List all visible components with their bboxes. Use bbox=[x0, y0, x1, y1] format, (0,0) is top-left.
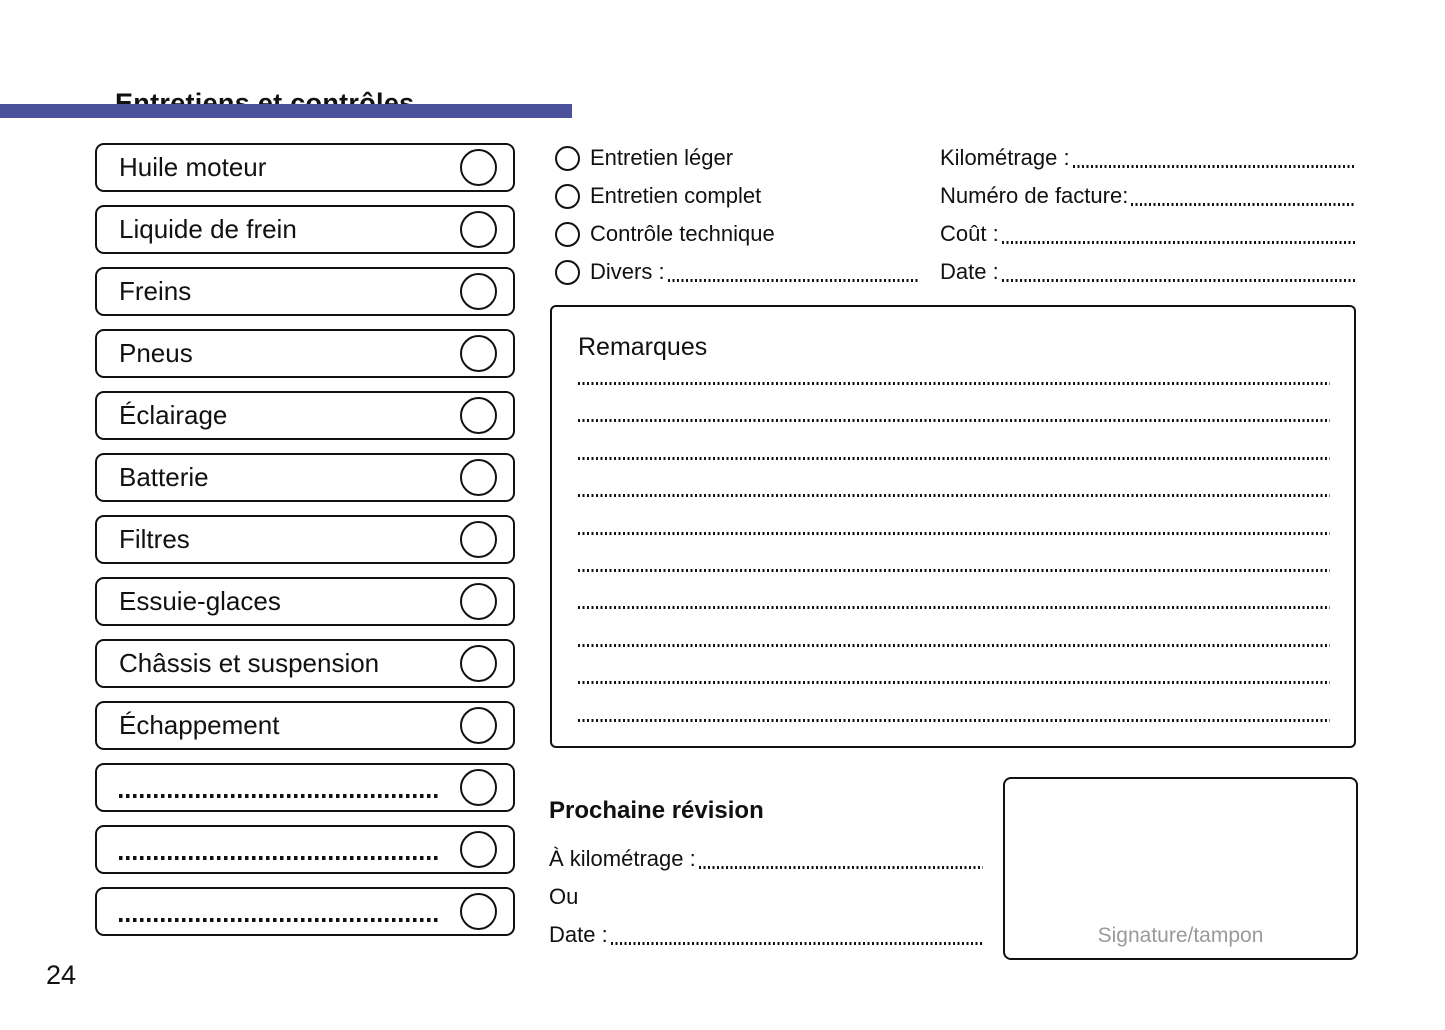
radio-circle-icon[interactable] bbox=[555, 222, 580, 247]
remarks-write-in-line[interactable] bbox=[578, 494, 1330, 497]
radio-circle-icon[interactable] bbox=[555, 260, 580, 285]
service-type-option bbox=[555, 253, 918, 291]
remarks-write-in-line[interactable] bbox=[578, 569, 1330, 572]
checklist-item bbox=[95, 453, 515, 502]
remarks-write-in-line[interactable] bbox=[578, 681, 1330, 684]
checklist-item-label: Châssis et suspension bbox=[119, 648, 380, 678]
radio-circle-icon[interactable] bbox=[555, 146, 580, 171]
checklist bbox=[95, 143, 515, 949]
service-type-option bbox=[555, 177, 918, 215]
checklist-item bbox=[95, 391, 515, 440]
radio-circle-icon[interactable] bbox=[555, 184, 580, 209]
remarks-write-in-line[interactable] bbox=[578, 382, 1330, 385]
checkbox-circle-icon[interactable] bbox=[460, 769, 497, 806]
write-in-line[interactable] bbox=[1131, 203, 1355, 206]
next-service-section bbox=[549, 776, 983, 954]
checklist-item-label: Éclairage bbox=[119, 400, 228, 430]
checklist-item-label: Huile moteur bbox=[119, 152, 267, 182]
checklist-item bbox=[95, 887, 515, 936]
service-type-label: Divers : bbox=[590, 259, 665, 284]
next-service-row bbox=[549, 916, 983, 954]
record-field bbox=[940, 215, 1355, 253]
next-service-row bbox=[549, 878, 983, 916]
checkbox-circle-icon[interactable] bbox=[460, 831, 497, 868]
service-type-option bbox=[555, 215, 918, 253]
next-service-rows bbox=[549, 840, 983, 954]
checkbox-circle-icon[interactable] bbox=[460, 645, 497, 682]
page-number: 24 bbox=[46, 960, 77, 990]
next-service-title: Prochaine révision bbox=[549, 796, 764, 824]
checklist-item-label: Batterie bbox=[119, 462, 209, 492]
checkbox-circle-icon[interactable] bbox=[460, 149, 497, 186]
checklist-item bbox=[95, 639, 515, 688]
remarks-write-in-line[interactable] bbox=[578, 419, 1330, 422]
checklist-item-label: Échappement bbox=[119, 710, 280, 740]
checkbox-circle-icon[interactable] bbox=[460, 397, 497, 434]
remarks-title: Remarques bbox=[578, 333, 708, 361]
record-field-label: Numéro de facture: bbox=[940, 183, 1129, 208]
checkbox-circle-icon[interactable] bbox=[460, 707, 497, 744]
checklist-item bbox=[95, 329, 515, 378]
checklist-item bbox=[95, 515, 515, 564]
remarks-write-in-line[interactable] bbox=[578, 457, 1330, 460]
write-in-line[interactable] bbox=[119, 794, 440, 798]
service-type-options bbox=[555, 139, 918, 291]
next-service-row bbox=[549, 840, 983, 878]
checklist-item-label: Essuie-glaces bbox=[119, 586, 281, 616]
checklist-item bbox=[95, 763, 515, 812]
record-field-label: Kilométrage : bbox=[940, 145, 1070, 170]
service-type-label: Contrôle technique bbox=[590, 221, 775, 246]
remarks-write-in-line[interactable] bbox=[578, 719, 1330, 722]
checklist-item bbox=[95, 267, 515, 316]
next-service-label: Ou bbox=[549, 883, 579, 909]
checkbox-circle-icon[interactable] bbox=[460, 521, 497, 558]
remarks-write-in-line[interactable] bbox=[578, 532, 1330, 535]
checklist-item-label: Pneus bbox=[119, 338, 193, 368]
signature-label: Signature/tampon bbox=[1097, 924, 1264, 947]
write-in-line[interactable] bbox=[668, 279, 918, 282]
checkbox-circle-icon[interactable] bbox=[460, 273, 497, 310]
checklist-item-label: Liquide de frein bbox=[119, 214, 297, 244]
write-in-line[interactable] bbox=[611, 942, 983, 945]
checklist-item bbox=[95, 205, 515, 254]
write-in-line[interactable] bbox=[119, 856, 440, 860]
checkbox-circle-icon[interactable] bbox=[460, 459, 497, 496]
write-in-line[interactable] bbox=[119, 918, 440, 922]
write-in-line[interactable] bbox=[1073, 165, 1355, 168]
header-accent-bar bbox=[0, 104, 572, 118]
record-field bbox=[940, 139, 1355, 177]
next-service-label: À kilométrage : bbox=[549, 845, 696, 871]
next-service-label: Date : bbox=[549, 921, 608, 947]
checklist-item bbox=[95, 825, 515, 874]
checklist-item bbox=[95, 143, 515, 192]
write-in-line[interactable] bbox=[1002, 279, 1355, 282]
record-field bbox=[940, 177, 1355, 215]
remarks-box bbox=[550, 305, 1356, 748]
service-type-label: Entretien complet bbox=[590, 183, 762, 208]
record-field bbox=[940, 253, 1355, 291]
checklist-item bbox=[95, 577, 515, 626]
checklist-item-label: Filtres bbox=[119, 524, 190, 554]
service-type-option bbox=[555, 139, 918, 177]
record-field-label: Date : bbox=[940, 259, 999, 284]
record-fields bbox=[940, 139, 1355, 291]
checklist-item bbox=[95, 701, 515, 750]
signature-box[interactable] bbox=[1003, 777, 1358, 960]
remarks-write-in-line[interactable] bbox=[578, 606, 1330, 609]
write-in-line[interactable] bbox=[1002, 241, 1355, 244]
service-type-label: Entretien léger bbox=[590, 145, 734, 170]
record-field-label: Coût : bbox=[940, 221, 999, 246]
remarks-write-in-area bbox=[578, 382, 1330, 756]
write-in-line[interactable] bbox=[699, 866, 983, 869]
checkbox-circle-icon[interactable] bbox=[460, 335, 497, 372]
checkbox-circle-icon[interactable] bbox=[460, 211, 497, 248]
checklist-item-label: Freins bbox=[119, 276, 192, 306]
checkbox-circle-icon[interactable] bbox=[460, 893, 497, 930]
checkbox-circle-icon[interactable] bbox=[460, 583, 497, 620]
remarks-write-in-line[interactable] bbox=[578, 644, 1330, 647]
